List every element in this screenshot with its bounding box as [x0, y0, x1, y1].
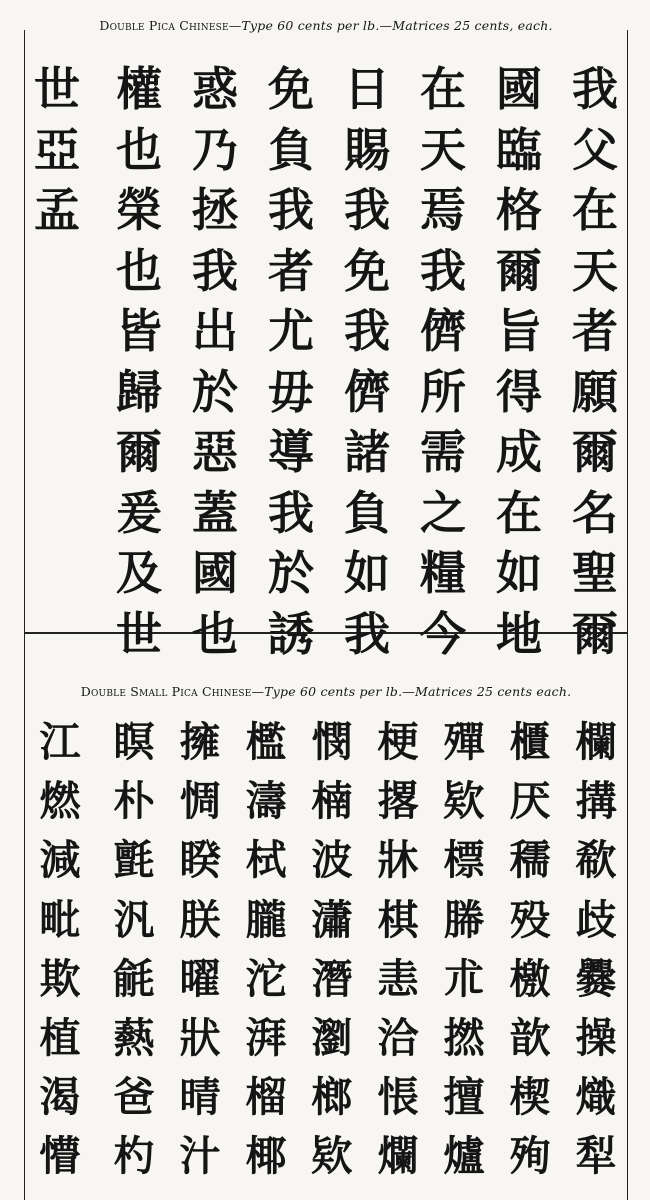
glyph: 如 [496, 546, 542, 600]
glyph: 免 [344, 243, 390, 298]
glyph: 梗 [377, 718, 419, 766]
glyph: 亞 [34, 122, 80, 177]
glyph: 榮 [116, 183, 162, 237]
glyph: 歧 [575, 895, 617, 944]
glyph: 權 [116, 62, 162, 116]
glyph: 睽 [179, 836, 221, 885]
glyph: 標 [443, 836, 485, 885]
section2-sep2: — [402, 684, 415, 699]
glyph: 瀏 [311, 1013, 353, 1062]
glyph: 天 [572, 243, 618, 298]
section1-column-8 [28, 62, 86, 248]
glyph: 狀 [179, 1013, 221, 1062]
glyph: 爸 [113, 1073, 155, 1122]
section2-matrices-price: Matrices 25 cents each. [415, 684, 572, 699]
glyph: 洽 [377, 1013, 419, 1062]
glyph: 汁 [179, 1132, 221, 1181]
glyph: 櫃 [509, 718, 551, 766]
glyph: 出 [192, 304, 238, 358]
glyph: 我 [192, 243, 238, 298]
glyph: 椰 [245, 1132, 287, 1181]
glyph: 沱 [245, 954, 287, 1003]
section1-column-2 [490, 62, 548, 671]
glyph: 於 [268, 546, 314, 600]
glyph: 棋 [377, 895, 419, 944]
section2-column-1 [570, 718, 622, 1196]
glyph: 賜 [344, 122, 390, 177]
glyph: 旨 [496, 304, 542, 358]
glyph: 誘 [268, 606, 314, 661]
glyph: 毋 [268, 364, 314, 419]
glyph: 爰 [116, 485, 162, 540]
section2-column-6 [240, 718, 292, 1196]
section2-column-5 [306, 718, 358, 1196]
glyph: 父 [572, 122, 618, 177]
glyph: 也 [116, 122, 162, 177]
section1-column-7 [110, 62, 168, 671]
glyph: 濤 [245, 777, 287, 826]
glyph: 潛 [311, 954, 353, 1003]
glyph: 需 [420, 425, 466, 479]
glyph: 我 [344, 183, 390, 237]
section2-column-3 [438, 718, 490, 1196]
glyph: 爨 [575, 954, 617, 1003]
glyph: 皆 [116, 304, 162, 358]
left-rule [24, 30, 25, 1200]
glyph: 我 [268, 183, 314, 237]
section1-column-3 [414, 62, 472, 671]
glyph: 諸 [344, 425, 390, 479]
glyph: 瞑 [113, 718, 155, 766]
glyph: 免 [268, 62, 314, 116]
section1-sep1: — [228, 18, 242, 33]
glyph: 之 [420, 485, 466, 540]
section2-column-7 [174, 718, 226, 1196]
glyph: 焉 [420, 183, 466, 237]
glyph: 蓋 [192, 485, 238, 540]
glyph: 臨 [496, 122, 542, 177]
glyph: 搆 [575, 777, 617, 826]
glyph: 擁 [179, 718, 221, 766]
glyph: 氈 [113, 836, 155, 885]
section1-heading [24, 18, 628, 33]
glyph: 天 [420, 122, 466, 177]
glyph: 惡 [192, 425, 238, 479]
glyph: 爛 [377, 1132, 419, 1181]
glyph: 也 [116, 243, 162, 298]
glyph: 燃 [39, 777, 81, 826]
glyph: 熾 [575, 1073, 617, 1122]
glyph: 欺 [39, 954, 81, 1003]
glyph: 欵 [443, 777, 485, 826]
glyph: 地 [496, 606, 542, 661]
glyph: 名 [572, 485, 618, 540]
glyph: 榔 [311, 1073, 353, 1122]
section2-column-4 [372, 718, 424, 1196]
glyph: 欵 [311, 1132, 353, 1181]
glyph: 操 [575, 1013, 617, 1062]
glyph: 者 [572, 304, 618, 358]
glyph: 汎 [113, 895, 155, 944]
section2-column-9 [34, 718, 86, 1196]
glyph: 世 [116, 606, 162, 661]
glyph: 日 [344, 62, 390, 116]
glyph: 爾 [116, 425, 162, 479]
glyph: 拯 [192, 183, 238, 237]
glyph: 瀟 [311, 895, 353, 944]
section2-type-name: Double Small Pica Chinese [80, 684, 252, 699]
glyph: 我 [420, 243, 466, 298]
glyph: 在 [572, 183, 618, 237]
glyph: 懵 [39, 1132, 81, 1181]
glyph: 如 [344, 546, 390, 600]
section1-sep2: — [379, 18, 393, 33]
glyph: 毗 [39, 895, 81, 944]
glyph: 牀 [377, 836, 419, 885]
glyph: 殉 [509, 1132, 551, 1181]
section2-column-8 [108, 718, 160, 1196]
glyph: 朮 [443, 954, 485, 1003]
glyph: 欷 [575, 836, 617, 885]
glyph: 悵 [377, 1073, 419, 1122]
section1-type-name: Double Pica Chinese [99, 18, 229, 33]
section1-column-6 [186, 62, 244, 671]
glyph: 成 [496, 425, 542, 479]
glyph: 減 [39, 836, 81, 885]
section1-column-4 [338, 62, 396, 671]
glyph: 幐 [443, 895, 485, 944]
glyph: 歆 [509, 1013, 551, 1062]
glyph: 我 [344, 304, 390, 358]
glyph: 所 [420, 364, 466, 419]
section2-sep1: — [251, 684, 265, 699]
glyph: 今 [420, 606, 466, 661]
glyph: 格 [496, 183, 542, 237]
glyph: 爾 [572, 425, 618, 479]
glyph: 湃 [245, 1013, 287, 1062]
glyph: 檄 [509, 954, 551, 1003]
glyph: 穤 [509, 836, 551, 885]
glyph: 儕 [420, 304, 466, 358]
glyph: 曜 [179, 954, 221, 1003]
glyph: 楔 [509, 1073, 551, 1122]
glyph: 渴 [39, 1073, 81, 1122]
glyph: 犁 [575, 1132, 617, 1181]
glyph: 厌 [509, 777, 551, 826]
glyph: 爾 [572, 606, 618, 661]
glyph: 撂 [377, 777, 419, 826]
glyph: 糧 [420, 546, 466, 600]
glyph: 國 [496, 62, 542, 116]
glyph: 歸 [116, 364, 162, 419]
section1-matrices-price: Matrices 25 cents, each. [392, 18, 553, 33]
section1-column-5 [262, 62, 320, 671]
glyph: 檻 [245, 718, 287, 766]
glyph: 願 [572, 364, 618, 419]
glyph: 於 [192, 364, 238, 419]
glyph: 憫 [311, 718, 353, 766]
glyph: 乃 [192, 122, 238, 177]
glyph: 導 [268, 425, 314, 479]
glyph: 朴 [113, 777, 155, 826]
section2-column-2 [504, 718, 556, 1196]
glyph: 楠 [311, 777, 353, 826]
glyph: 欄 [575, 718, 617, 766]
glyph: 我 [344, 606, 390, 661]
glyph: 榴 [245, 1073, 287, 1122]
section2-type-price: Type 60 cents per lb. [264, 684, 403, 699]
glyph: 孟 [34, 183, 80, 237]
glyph: 負 [268, 122, 314, 177]
glyph: 惑 [192, 62, 238, 116]
glyph: 儕 [344, 364, 390, 419]
glyph: 惆 [179, 777, 221, 826]
glyph: 波 [311, 836, 353, 885]
glyph: 也 [192, 606, 238, 661]
glyph: 尤 [268, 304, 314, 358]
glyph: 栻 [245, 836, 287, 885]
glyph: 植 [39, 1013, 81, 1062]
glyph: 得 [496, 364, 542, 419]
glyph: 負 [344, 485, 390, 540]
glyph: 我 [268, 485, 314, 540]
glyph: 杓 [113, 1132, 155, 1181]
glyph: 爾 [496, 243, 542, 298]
glyph: 我 [572, 62, 618, 116]
glyph: 爐 [443, 1132, 485, 1181]
section1-type-price: Type 60 cents per lb. [241, 18, 380, 33]
glyph: 撚 [443, 1013, 485, 1062]
glyph: 恚 [377, 954, 419, 1003]
glyph: 毹 [113, 954, 155, 1003]
glyph: 江 [39, 718, 81, 766]
glyph: 朧 [245, 895, 287, 944]
glyph: 擅 [443, 1073, 485, 1122]
section2-heading [24, 684, 628, 699]
glyph: 爇 [113, 1013, 155, 1062]
glyph: 在 [420, 62, 466, 116]
glyph: 朕 [179, 895, 221, 944]
right-rule [627, 30, 628, 1200]
glyph: 聖 [572, 546, 618, 600]
glyph: 及 [116, 546, 162, 600]
glyph: 者 [268, 243, 314, 298]
glyph: 殁 [509, 895, 551, 944]
glyph: 在 [496, 485, 542, 540]
glyph: 殫 [443, 718, 485, 766]
section1-column-1 [566, 62, 624, 671]
glyph: 國 [192, 546, 238, 600]
glyph: 世 [34, 62, 80, 116]
glyph: 晴 [179, 1073, 221, 1122]
